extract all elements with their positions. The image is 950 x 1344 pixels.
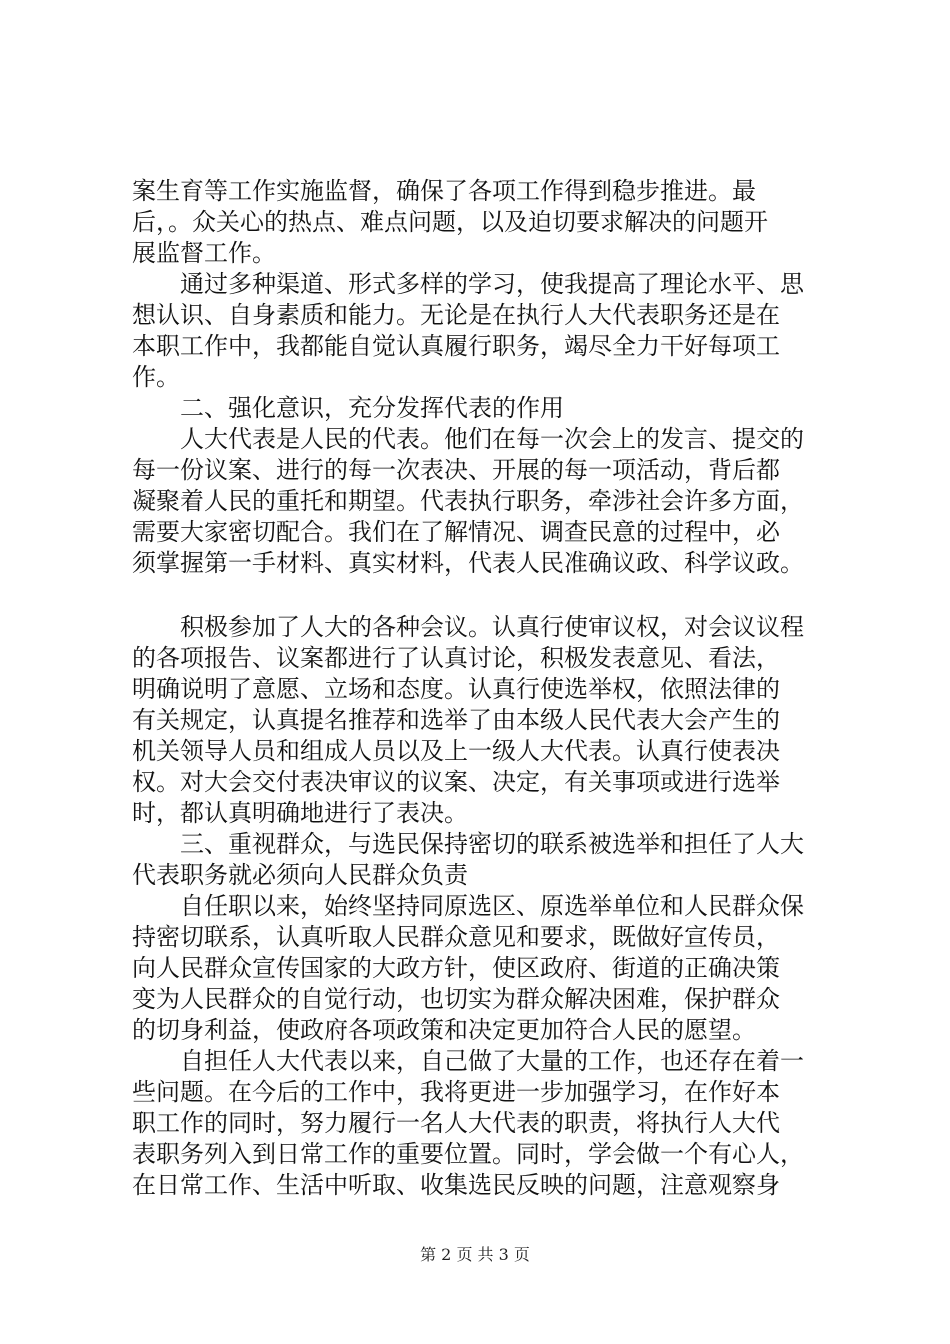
text-line: 在日常工作、生活中听取、收集选民反映的问题，注意观察身 bbox=[132, 1171, 780, 1199]
section-heading: 二、强化意识，充分发挥代表的作用 bbox=[132, 394, 564, 422]
text-line: 表职务列入到日常工作的重要位置。同时，学会做一个有心人， bbox=[132, 1140, 804, 1168]
text-line: 需要大家密切配合。我们在了解情况、调查民意的过程中，必 bbox=[132, 518, 780, 546]
text-line: 变为人民群众的自觉行动，也切实为群众解决困难，保护群众 bbox=[132, 985, 780, 1013]
text-line: 职工作的同时，努力履行一名人大代表的职责，将执行人大代 bbox=[132, 1109, 780, 1137]
section-heading: 三、重视群众，与选民保持密切的联系被选举和担任了人大 bbox=[132, 830, 804, 858]
text-line: 须掌握第一手材料、真实材料，代表人民准确议政、科学议政。 bbox=[132, 549, 804, 577]
text-line: 些问题。在今后的工作中，我将更进一步加强学习，在作好本 bbox=[132, 1078, 780, 1106]
text-line: 自任职以来，始终坚持同原选区、原选举单位和人民群众保 bbox=[132, 892, 804, 920]
text-line: 积极参加了人大的各种会议。认真行使审议权，对会议议程 bbox=[132, 613, 804, 641]
text-line: 向人民群众宣传国家的大政方针，使区政府、街道的正确决策 bbox=[132, 954, 780, 982]
text-line: 凝聚着人民的重托和期望。代表执行职务，牵涉社会许多方面， bbox=[132, 487, 804, 515]
text-line: 通过多种渠道、形式多样的学习，使我提高了理论水平、思 bbox=[132, 270, 804, 298]
text-line: 的各项报告、议案都进行了认真讨论，积极发表意见、看法， bbox=[132, 644, 780, 672]
text-line: 案生育等工作实施监督，确保了各项工作得到稳步推进。最 bbox=[132, 177, 756, 205]
text-line: 人大代表是人民的代表。他们在每一次会上的发言、提交的 bbox=[132, 425, 804, 453]
text-line: 权。对大会交付表决审议的议案、决定，有关事项或进行选举 bbox=[132, 768, 780, 796]
paragraph-gap bbox=[132, 579, 850, 612]
text-line: 本职工作中，我都能自觉认真履行职务，竭尽全力干好每项工 bbox=[132, 332, 780, 360]
text-line: 展监督工作。 bbox=[132, 239, 276, 267]
text-line: 作。 bbox=[132, 363, 180, 391]
text-line: 明确说明了意愿、立场和态度。认真行使选举权，依照法律的 bbox=[132, 675, 780, 703]
text-line: 每一份议案、进行的每一次表决、开展的每一项活动，背后都 bbox=[132, 456, 780, 484]
text-line: 自担任人大代表以来，自己做了大量的工作，也还存在着一 bbox=[132, 1047, 804, 1075]
text-line: 的切身利益，使政府各项政策和决定更加符合人民的愿望。 bbox=[132, 1016, 756, 1044]
page-number-footer: 第 2 页 共 3 页 bbox=[420, 1245, 530, 1264]
text-line: 后，。众关心的热点、难点问题，以及迫切要求解决的问题开 bbox=[132, 208, 768, 236]
text-line: 持密切联系，认真听取人民群众意见和要求，既做好宣传员， bbox=[132, 923, 780, 951]
text-line: 有关规定，认真提名推荐和选举了由本级人民代表大会产生的 bbox=[132, 706, 780, 734]
document-body bbox=[132, 176, 850, 1201]
text-line: 机关领导人员和组成人员以及上一级人大代表。认真行使表决 bbox=[132, 737, 780, 765]
text-line: 想认识、自身素质和能力。无论是在执行人大代表职务还是在 bbox=[132, 301, 780, 329]
section-heading: 代表职务就必须向人民群众负责 bbox=[132, 861, 468, 889]
text-line: 时，都认真明确地进行了表决。 bbox=[132, 799, 468, 827]
